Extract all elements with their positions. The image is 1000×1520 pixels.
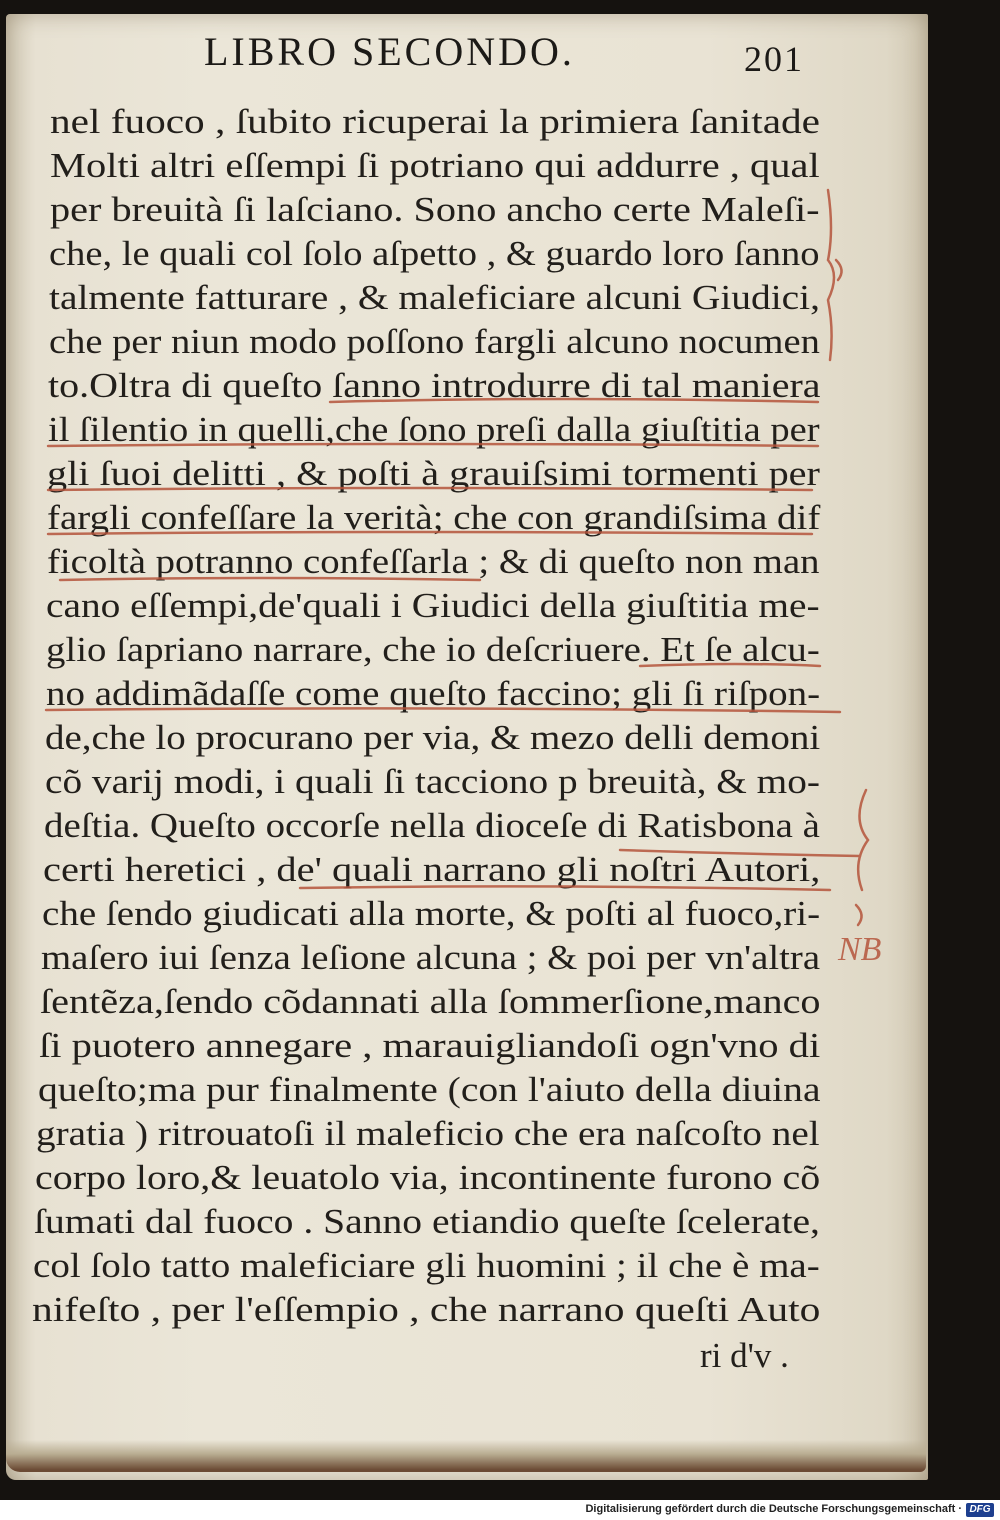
page-bottom-edge [6,1440,926,1472]
text-line: col ſolo tatto maleficiare gli huomini ; il che è ma- [33,1246,820,1285]
catchword: ri d'v . [700,1336,789,1375]
text-line: nel fuoco , ſubito ricuperai la primiera ſanitade [50,102,820,141]
text-line: nifeſto , per l'eſſempio , che narrano queſti Auto [32,1290,821,1329]
text-line: de,che lo procurano per via, & mezo delli demoni [45,718,821,757]
text-line: talmente fatturare , & maleficiare alcuni Giudici, [49,278,821,317]
text-line: certi heretici , de' quali narrano gli noſtri Autori, [43,850,821,889]
text-line: to.Oltra di queſto ſanno introdurre di tal maniera [48,366,821,405]
text-line: fargli confeſſare la verità; che con grandiſsima dif [47,498,821,537]
text-line: gli ſuoi delitti , & poſti à grauiſsimi tormenti per [47,454,820,493]
funding-credit: Digitalisierung gefördert durch die Deutsche Forschungsgemeinschaft · [585,1503,962,1515]
text-line: Molti altri eſſempi ſi potriano qui addurre , qual [50,146,820,185]
text-line: che per niun modo poſſono fargli alcuno nocumen [49,322,820,361]
text-line: cõ varij modi, i quali ſi tacciono p breuità, & mo- [45,762,820,801]
text-line: no addimãdaſſe come queſto faccino; gli ſi riſpon- [46,674,821,713]
text-line: il ſilentio in quelli,che ſono preſi dalla giuſtitia per [48,410,820,449]
running-head: LIBRO SECONDO. [204,29,575,74]
text-line: cano eſſempi,de'quali i Giudici della giuſtitia me- [46,586,820,625]
text-line: ſi puotero annegare , marauigliandoſi ogn'vno di [39,1026,821,1065]
text-line: che, le quali col ſolo aſpetto , & guardo loro ſanno [49,234,820,273]
text-line: glio ſapriano narrare, che io deſcriuere. Et ſe alcu- [46,630,820,669]
text-line: ſumati dal fuoco . Sanno etiandio queſte ſcelerate, [34,1202,820,1241]
marginal-note: NB [838,931,882,968]
text-line: maſero iui ſenza leſione alcuna ; & poi per vn'altra [41,938,821,977]
page-number: 201 [744,39,804,79]
text-line: che ſendo giudicati alla morte, & poſti al fuoco,ri- [42,894,821,933]
text-line: ſentẽza,ſendo cõdannati alla ſommerſione,manco [40,982,821,1021]
dfg-logo: DFG [966,1503,994,1517]
text-line: ficoltà potranno confeſſarla ; & di queſto non man [47,542,820,581]
text-line: per breuità ſi laſciano. Sono ancho certe Maleſi- [50,190,820,229]
text-line: corpo loro,& leuatolo via, incontinente furono cõ [35,1158,821,1197]
text-line: queſto;ma pur finalmente (con l'aiuto della diuina [38,1070,821,1109]
text-line: deſtia. Queſto occorſe nella dioceſe di Ratisbona à [44,806,820,845]
text-line: gratia ) ritrouatoſi il maleficio che era naſcoſto nel [36,1114,820,1153]
